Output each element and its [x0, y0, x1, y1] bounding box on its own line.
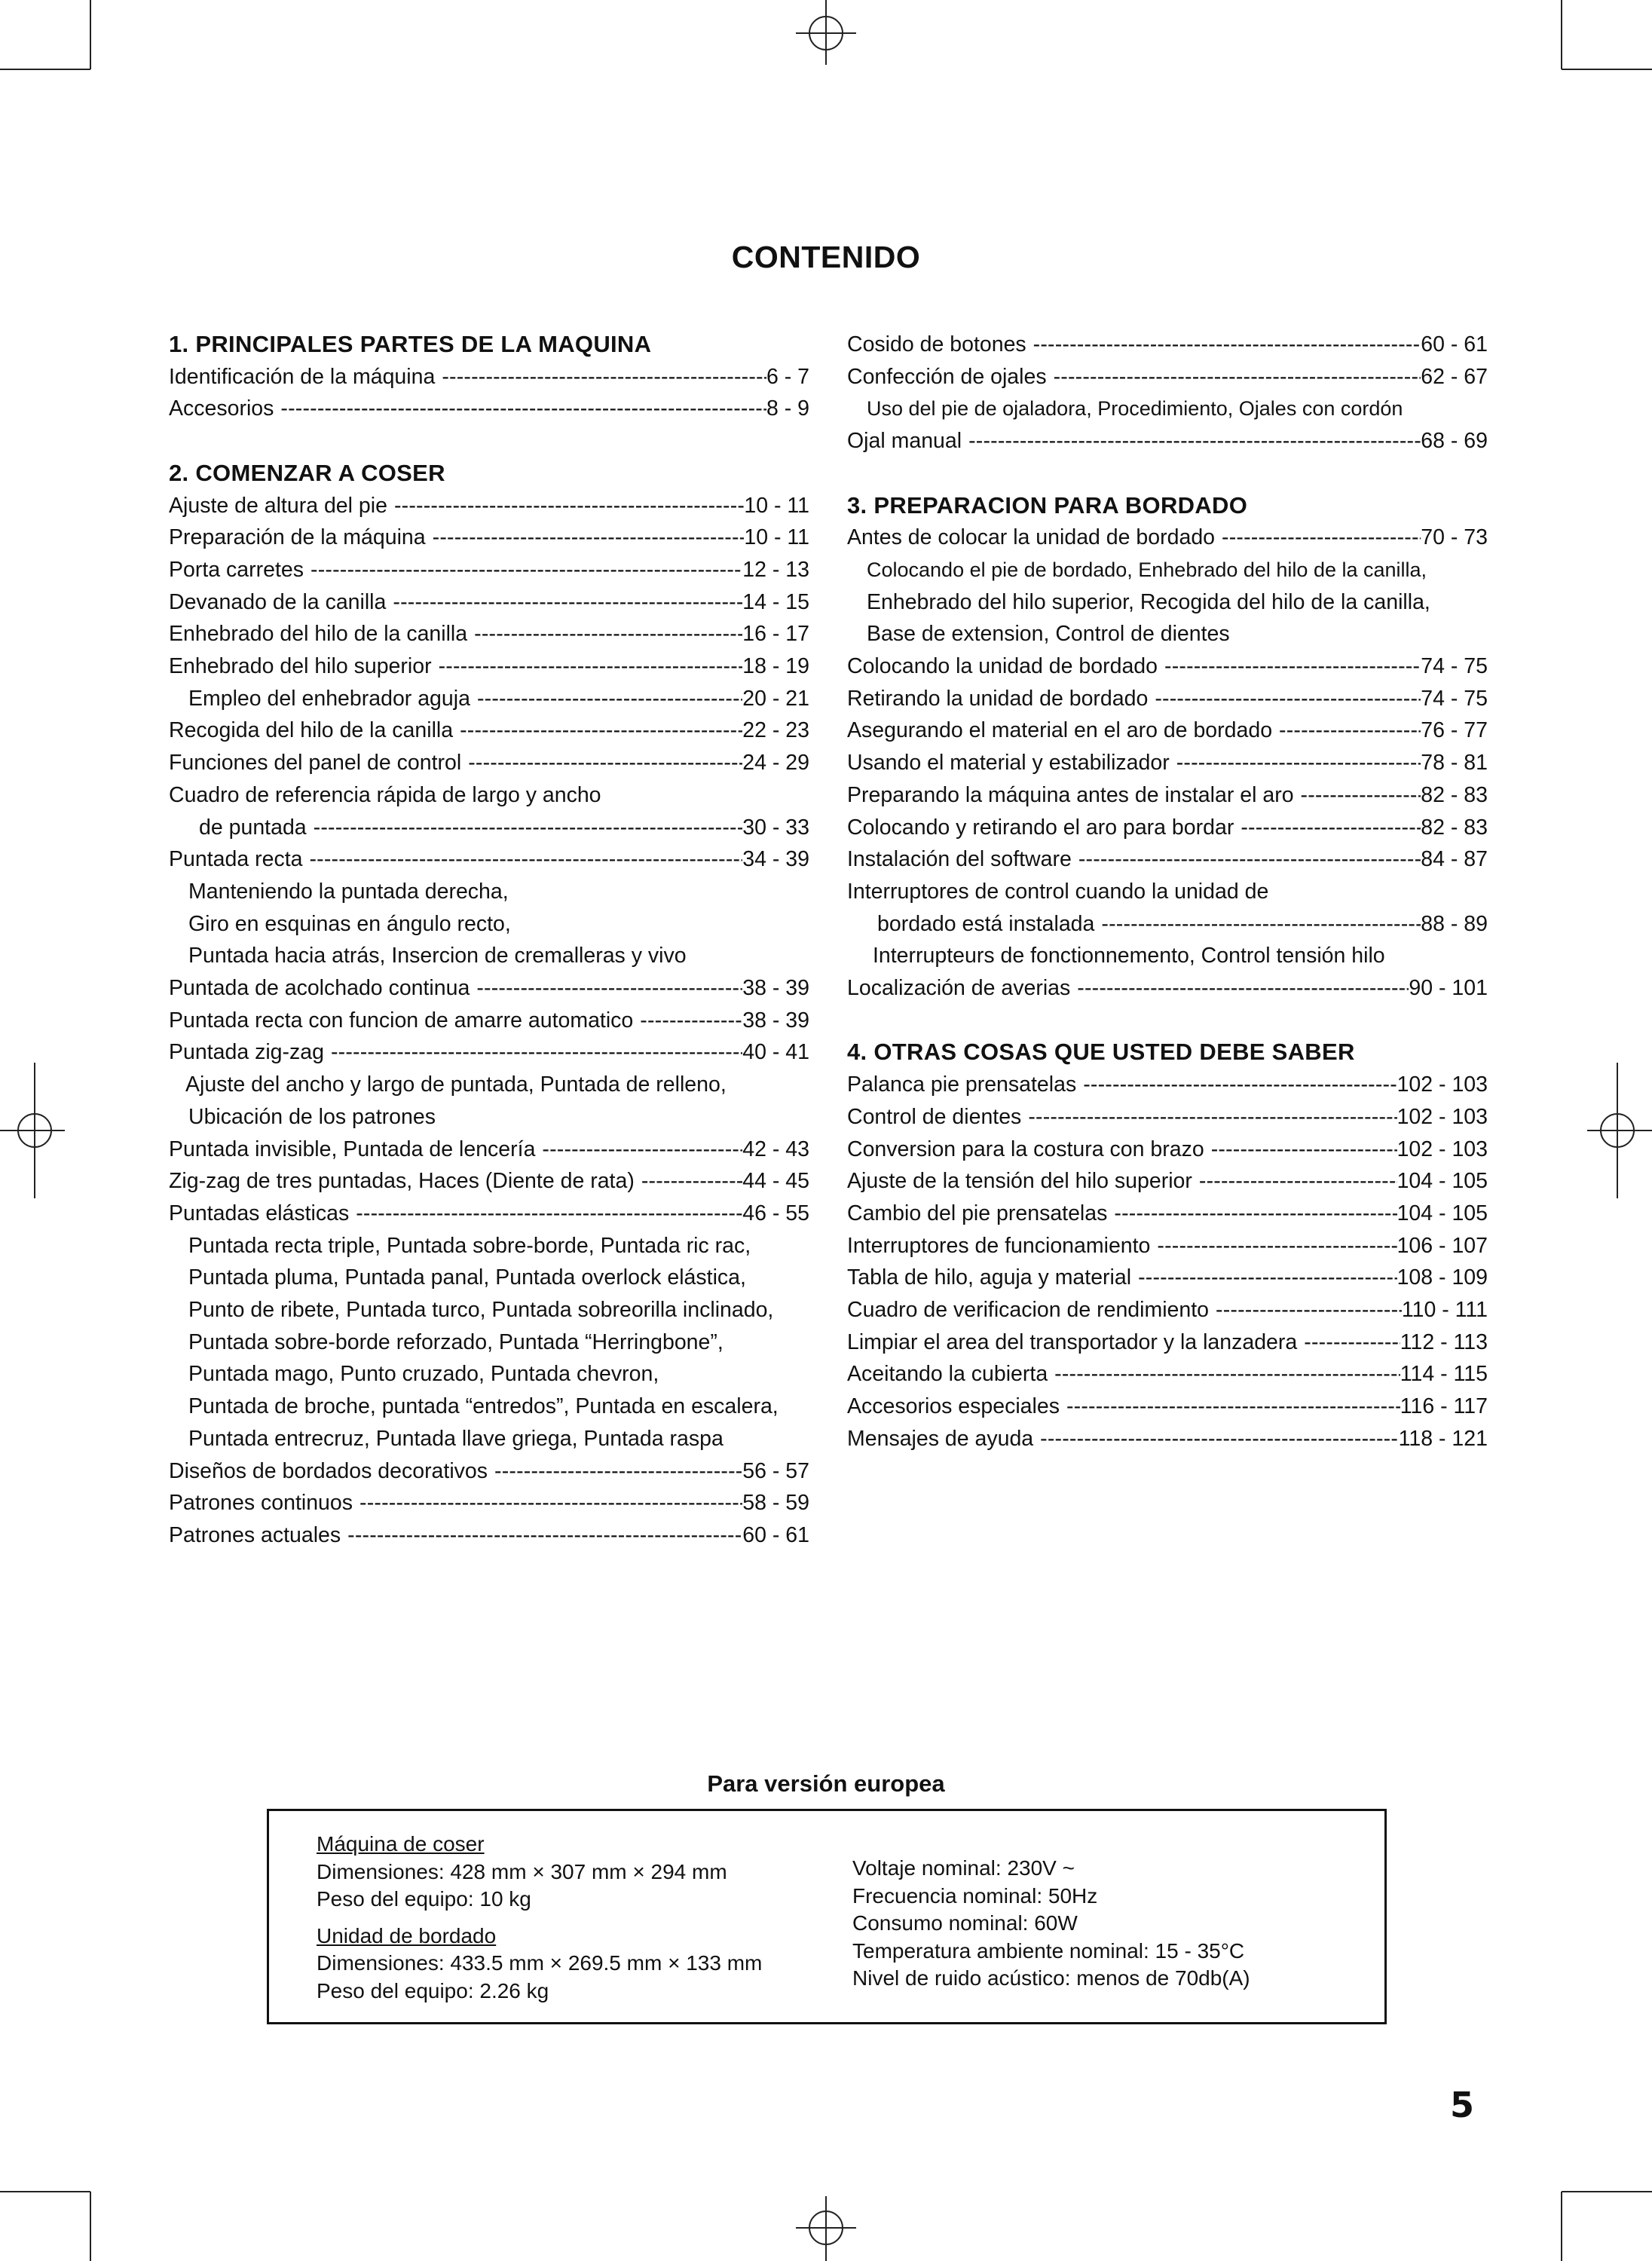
toc-entry-title: Retirando la unidad de bordado — [847, 686, 1149, 711]
toc-entry — [847, 972, 1488, 1005]
toc-entry-title: Cuadro de verificacion de rendimiento — [847, 1298, 1210, 1323]
toc-entry-pages: 10 - 11 — [744, 493, 809, 518]
toc-entry-title: Cosido de botones — [847, 332, 1026, 356]
section-heading: 3. PREPARACION PARA BORDADO — [847, 491, 1248, 519]
toc-entry-pages: 20 - 21 — [742, 686, 809, 711]
toc-entry-title: Porta carretes — [169, 557, 304, 582]
toc-entry-title: Empleo del enhebrador aguja — [188, 686, 470, 711]
toc-entry — [169, 972, 809, 1005]
toc-entry-title: Preparando la máquina antes de instalar el aro — [847, 782, 1294, 807]
toc-entry — [169, 618, 809, 650]
toc-entry-title: Diseños de bordados decorativos — [169, 1458, 488, 1483]
toc-entry-title: de puntada — [199, 815, 307, 840]
dot-leader — [1215, 522, 1421, 554]
toc-entry-title: Conversion para la costura con brazo — [847, 1137, 1204, 1161]
toc-entry-title: Zig-zag de tres puntadas, Haces (Diente de rata) — [169, 1169, 635, 1194]
toc-entry-pages: 74 - 75 — [1421, 686, 1488, 711]
dot-leader — [470, 683, 742, 715]
toc-entry-pages: 38 - 39 — [742, 976, 809, 1001]
toc-entry-pages: 108 - 109 — [1397, 1265, 1488, 1290]
toc-entry-pages: 88 - 89 — [1421, 911, 1488, 936]
toc-entry-title: Puntada invisible, Puntada de lencería — [169, 1137, 536, 1161]
toc-entry-title: Ajuste de altura del pie — [169, 493, 387, 518]
toc-entry-pages: 42 - 43 — [742, 1137, 809, 1161]
toc-entry — [169, 1005, 809, 1037]
toc-entry — [847, 1294, 1488, 1326]
noise-level: Nivel de ruido acústico: menos de 70db(A) — [852, 1966, 1250, 1990]
toc-entry — [847, 812, 1488, 844]
toc-entry-pages: 116 - 117 — [1400, 1394, 1488, 1419]
spacer — [169, 425, 809, 457]
dot-leader — [453, 714, 742, 747]
dot-leader — [304, 554, 742, 586]
dot-leader — [1076, 1069, 1397, 1101]
toc-entry-title: Patrones actuales — [169, 1523, 341, 1547]
toc-entry-pages: 76 - 77 — [1421, 718, 1488, 743]
toc-entry-title: Colocando y retirando el aro para bordar — [847, 815, 1234, 840]
toc-entry-title: Puntada recta — [169, 847, 303, 872]
toc-entry — [169, 747, 809, 779]
dot-leader — [1204, 1134, 1397, 1166]
dot-leader — [1170, 747, 1421, 779]
toc-entry — [847, 1423, 1488, 1455]
section-heading: 4. OTRAS COSAS QUE USTED DEBE SABER — [847, 1039, 1355, 1066]
dot-leader — [635, 1165, 742, 1198]
toc-entry — [847, 425, 1488, 457]
dot-leader — [1094, 908, 1421, 941]
toc-entry-pages: 34 - 39 — [742, 847, 809, 872]
dot-leader — [324, 1036, 742, 1069]
dot-leader — [1158, 650, 1421, 683]
toc-entry-pages: 110 - 111 — [1401, 1298, 1488, 1323]
toc-entry — [847, 843, 1488, 876]
toc-entry — [847, 1358, 1488, 1391]
toc-entry-title: Ajuste de la tensión del hilo superior — [847, 1169, 1192, 1194]
dot-leader — [1070, 972, 1409, 1005]
spacer — [847, 1005, 1488, 1037]
consumption: Consumo nominal: 60W — [852, 1911, 1078, 1935]
toc-entry-title: Puntada zig-zag — [169, 1040, 324, 1065]
toc-entry — [847, 522, 1488, 554]
toc-entry-title: Puntadas elásticas — [169, 1201, 350, 1225]
toc-entry — [169, 1134, 809, 1166]
dot-leader — [1297, 1326, 1400, 1359]
toc-entry — [169, 393, 809, 425]
toc-entry — [169, 1519, 809, 1552]
toc-entry — [847, 683, 1488, 715]
toc-entry — [847, 1101, 1488, 1134]
toc-subitem: Ajuste del ancho y largo de puntada, Puntada de relleno, — [185, 1072, 727, 1097]
dot-leader — [470, 972, 742, 1005]
toc-entry — [169, 522, 809, 554]
toc-subitem: Puntada sobre-borde reforzado, Puntada “Herringbone”, — [188, 1329, 724, 1354]
toc-subitem: Punto de ribete, Puntada turco, Puntada sobreorilla inclinado, — [188, 1298, 774, 1323]
toc-entry-title: bordado está instalada — [877, 911, 1095, 936]
dot-leader — [1033, 1423, 1399, 1455]
toc-entry-pages: 18 - 19 — [742, 654, 809, 679]
temperature: Temperatura ambiente nominal: 15 - 35°C — [852, 1938, 1245, 1963]
toc-entry-title: Accesorios especiales — [847, 1394, 1060, 1419]
toc-entry — [169, 490, 809, 522]
toc-entry-title: Cambio del pie prensatelas — [847, 1201, 1108, 1225]
toc-entry — [847, 650, 1488, 683]
dot-leader — [1148, 683, 1421, 715]
dot-leader — [1150, 1230, 1397, 1262]
dot-leader — [1272, 714, 1421, 747]
toc-entry-title: Instalación del software — [847, 847, 1072, 872]
toc-entry — [169, 1165, 809, 1198]
toc-entry-pages: 102 - 103 — [1397, 1104, 1488, 1129]
dot-leader — [302, 843, 742, 876]
specs-right — [852, 1855, 1250, 1993]
toc-entry — [847, 1326, 1488, 1359]
toc-entry-pages: 104 - 105 — [1397, 1201, 1488, 1225]
toc-entry-pages: 90 - 101 — [1409, 976, 1488, 1001]
toc-subitem: Base de extension, Control de dientes — [867, 622, 1230, 647]
dot-leader — [432, 650, 743, 683]
toc-entry — [847, 1262, 1488, 1294]
toc-entry-pages: 40 - 41 — [742, 1040, 809, 1065]
toc-entry — [169, 1198, 809, 1230]
european-version-title: Para versión europea — [707, 1770, 945, 1797]
dot-leader — [1294, 779, 1421, 812]
toc-entry-title: Colocando la unidad de bordado — [847, 654, 1158, 679]
toc-entry-pages: 10 - 11 — [744, 525, 809, 550]
toc-entry-pages: 106 - 107 — [1397, 1233, 1488, 1258]
dot-leader — [1026, 329, 1421, 361]
toc-entry-pages: 112 - 113 — [1400, 1329, 1488, 1354]
toc-entry-pages: 30 - 33 — [742, 815, 809, 840]
toc-entry-title: Mensajes de ayuda — [847, 1426, 1034, 1451]
toc-entry — [169, 812, 809, 844]
toc-entry — [169, 650, 809, 683]
toc-subitem: Interruptores de control cuando la unidad de — [847, 879, 1269, 904]
dot-leader — [349, 1198, 742, 1230]
toc-entry-pages: 114 - 115 — [1400, 1362, 1488, 1387]
toc-entry-pages: 62 - 67 — [1421, 364, 1488, 389]
toc-subitem: Colocando el pie de bordado, Enhebrado del hilo de la canilla, — [867, 558, 1427, 581]
dot-leader — [1107, 1198, 1397, 1230]
toc-entry-pages: 12 - 13 — [742, 557, 809, 582]
toc-entry — [847, 908, 1488, 941]
toc-entry-title: Puntada de acolchado continua — [169, 976, 470, 1001]
toc-subitem: Puntada recta triple, Puntada sobre-borde, Puntada ric rac, — [188, 1233, 751, 1258]
dot-leader — [461, 747, 742, 779]
toc-entry-title: Identificación de la máquina — [169, 364, 436, 389]
toc-entry-pages: 6 - 7 — [766, 364, 809, 389]
dot-leader — [535, 1134, 742, 1166]
toc-entry-pages: 46 - 55 — [742, 1201, 809, 1225]
toc-entry — [169, 843, 809, 876]
toc-entry — [847, 779, 1488, 812]
toc-entry — [169, 1487, 809, 1519]
toc-entry — [847, 329, 1488, 361]
toc-entry-pages: 74 - 75 — [1421, 654, 1488, 679]
toc-subitem: Puntada pluma, Puntada panal, Puntada overlock elástica, — [188, 1265, 746, 1290]
machine-heading: Máquina de coser — [317, 1832, 485, 1856]
toc-entry-pages: 118 - 121 — [1398, 1426, 1488, 1451]
toc-entry-title: Usando el material y estabilizador — [847, 751, 1170, 776]
toc-entry — [169, 1455, 809, 1488]
machine-weight: Peso del equipo: 10 kg — [317, 1887, 531, 1911]
toc-entry-title: Localización de averias — [847, 976, 1071, 1001]
dot-leader — [426, 522, 745, 554]
toc-entry-pages: 102 - 103 — [1397, 1137, 1488, 1161]
dot-leader — [307, 812, 743, 844]
dot-leader — [353, 1487, 742, 1519]
toc-entry-pages: 78 - 81 — [1421, 751, 1488, 776]
dot-leader — [1131, 1262, 1397, 1294]
machine-dimensions: Dimensiones: 428 mm × 307 mm × 294 mm — [317, 1859, 727, 1883]
toc-entry-pages: 102 - 103 — [1397, 1072, 1488, 1097]
unit-heading: Unidad de bordado — [317, 1923, 497, 1947]
toc-entry-title: Interruptores de funcionamiento — [847, 1233, 1151, 1258]
dot-leader — [1047, 361, 1421, 393]
toc-entry-title: Patrones continuos — [169, 1491, 353, 1516]
dot-leader — [467, 618, 742, 650]
toc-entry-title: Control de dientes — [847, 1104, 1022, 1129]
toc-entry — [847, 361, 1488, 393]
dot-leader — [341, 1519, 742, 1552]
dot-leader — [1192, 1165, 1397, 1198]
toc-entry-pages: 84 - 87 — [1421, 847, 1488, 872]
toc-left-column — [169, 329, 809, 1552]
toc-entry-title: Aceitando la cubierta — [847, 1362, 1048, 1387]
toc-entry-pages: 60 - 61 — [742, 1523, 809, 1547]
dot-leader — [1060, 1391, 1400, 1423]
toc-subitem: Puntada mago, Punto cruzado, Puntada chevron, — [188, 1362, 659, 1387]
toc-entry — [169, 361, 809, 393]
toc-entry-title: Limpiar el area del transportador y la lanzadera — [847, 1329, 1298, 1354]
toc-subitem: Cuadro de referencia rápida de largo y ancho — [169, 782, 601, 807]
dot-leader — [386, 586, 742, 619]
toc-entry-pages: 82 - 83 — [1421, 782, 1488, 807]
toc-entry — [847, 1069, 1488, 1101]
specifications-box — [267, 1809, 1387, 2024]
toc-entry-pages: 14 - 15 — [742, 589, 809, 614]
specs-left — [317, 1831, 762, 2005]
toc-entry-title: Enhebrado del hilo superior — [169, 654, 432, 679]
toc-entry-pages: 8 - 9 — [766, 396, 809, 421]
dot-leader — [387, 490, 744, 522]
toc-entry — [169, 1036, 809, 1069]
toc-entry-title: Antes de colocar la unidad de bordado — [847, 525, 1216, 550]
page-number: 5 — [1450, 2085, 1474, 2125]
dot-leader — [435, 361, 766, 393]
toc-entry-pages: 104 - 105 — [1397, 1169, 1488, 1194]
dot-leader — [488, 1455, 742, 1488]
dot-leader — [962, 425, 1421, 457]
frequency: Frecuencia nominal: 50Hz — [852, 1883, 1098, 1908]
toc-entry — [169, 683, 809, 715]
toc-entry — [847, 1391, 1488, 1423]
toc-entry-pages: 16 - 17 — [742, 622, 809, 647]
toc-entry-pages: 60 - 61 — [1421, 332, 1488, 356]
toc-entry — [847, 1165, 1488, 1198]
toc-entry-pages: 58 - 59 — [742, 1491, 809, 1516]
toc-entry-title: Asegurando el material en el aro de bordado — [847, 718, 1273, 743]
dot-leader — [1234, 812, 1421, 844]
toc-entry-title: Funciones del panel de control — [169, 751, 462, 776]
toc-entry-pages: 22 - 23 — [742, 718, 809, 743]
toc-entry — [169, 714, 809, 747]
toc-subitem: Ubicación de los patrones — [188, 1104, 436, 1129]
toc-entry-title: Ojal manual — [847, 429, 962, 454]
dot-leader — [274, 393, 766, 425]
section-heading: 2. COMENZAR A COSER — [169, 459, 445, 486]
toc-entry-pages: 56 - 57 — [742, 1458, 809, 1483]
toc-entry-title: Enhebrado del hilo de la canilla — [169, 622, 468, 647]
toc-entry — [847, 1230, 1488, 1262]
toc-entry — [169, 554, 809, 586]
toc-entry — [169, 586, 809, 619]
toc-entry — [847, 714, 1488, 747]
toc-subitem: Uso del pie de ojaladora, Procedimiento, Ojales con cordón — [867, 397, 1403, 421]
dot-leader — [1021, 1101, 1397, 1134]
toc-subitem: Giro en esquinas en ángulo recto, — [188, 911, 511, 936]
toc-entry-title: Devanado de la canilla — [169, 589, 387, 614]
toc-subitem: Puntada de broche, puntada “entredos”, Puntada en escalera, — [188, 1394, 779, 1419]
toc-subitem: Manteniendo la puntada derecha, — [188, 879, 509, 904]
page-title: CONTENIDO — [731, 240, 921, 274]
toc-entry-title: Preparación de la máquina — [169, 525, 426, 550]
toc-entry — [847, 1198, 1488, 1230]
voltage: Voltaje nominal: 230V ~ — [852, 1856, 1075, 1880]
toc-entry-pages: 24 - 29 — [742, 751, 809, 776]
toc-entry-title: Puntada recta con funcion de amarre automatico — [169, 1008, 634, 1033]
spacer — [847, 457, 1488, 490]
unit-dimensions: Dimensiones: 433.5 mm × 269.5 mm × 133 mm — [317, 1951, 763, 1975]
unit-weight: Peso del equipo: 2.26 kg — [317, 1978, 549, 2002]
toc-entry-title: Accesorios — [169, 396, 274, 421]
toc-entry-title: Tabla de hilo, aguja y material — [847, 1265, 1132, 1290]
toc-subitem: Enhebrado del hilo superior, Recogida del hilo de la canilla, — [867, 589, 1430, 614]
toc-subitem: Interrupteurs de fonctionnemento, Control tensión hilo — [873, 944, 1385, 968]
toc-entry-title: Confección de ojales — [847, 364, 1047, 389]
toc-entry — [847, 1134, 1488, 1166]
toc-entry-pages: 38 - 39 — [742, 1008, 809, 1033]
toc-entry-title: Recogida del hilo de la canilla — [169, 718, 454, 743]
dot-leader — [633, 1005, 742, 1037]
section-heading: 1. PRINCIPALES PARTES DE LA MAQUINA — [169, 331, 652, 357]
dot-leader — [1048, 1358, 1400, 1391]
toc-subitem: Puntada entrecruz, Puntada llave griega, Puntada raspa — [188, 1426, 724, 1451]
toc-entry-title: Palanca pie prensatelas — [847, 1072, 1077, 1097]
toc-entry-pages: 68 - 69 — [1421, 429, 1488, 454]
toc-entry-pages: 82 - 83 — [1421, 815, 1488, 840]
toc-entry-pages: 44 - 45 — [742, 1169, 809, 1194]
dot-leader — [1209, 1294, 1402, 1326]
toc-subitem: Puntada hacia atrás, Insercion de cremalleras y vivo — [188, 944, 687, 968]
dot-leader — [1072, 843, 1421, 876]
toc-entry-pages: 70 - 73 — [1421, 525, 1488, 550]
toc-right-column — [847, 329, 1488, 1455]
toc-entry — [847, 747, 1488, 779]
